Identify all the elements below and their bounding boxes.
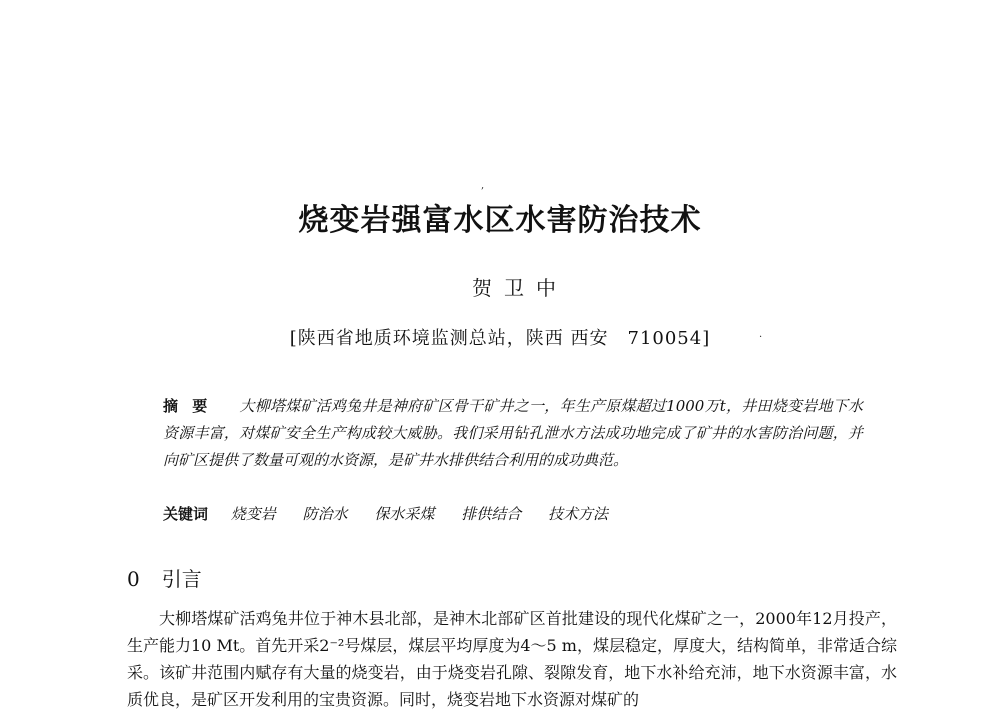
keyword: 排供结合 (461, 505, 522, 523)
section-title: 引言 (161, 567, 202, 591)
paper-author: 贺卫中 (472, 276, 568, 300)
paper-title: 烧变岩强富水区水害防治技术 (298, 203, 702, 238)
keyword: 技术方法 (547, 505, 608, 523)
paper-affiliation: [陕西省地质环境监测总站，陕西 西安 710054] (289, 328, 711, 349)
keywords-block (163, 501, 863, 528)
section-number: 0 (127, 567, 140, 591)
section-heading (127, 563, 202, 592)
keywords-label: 关键词 (163, 505, 209, 523)
keyword: 保水采煤 (374, 505, 435, 523)
stray-mark-top: , (481, 180, 485, 191)
keyword: 烧变岩 (230, 505, 276, 523)
abstract-text: 大柳塔煤矿活鸡兔井是神府矿区骨干矿井之一，年生产原煤超过1000万t，井田烧变岩地下水资源丰富，对煤矿安全生产构成较大威胁。我们采用钻孔泄水方法成功地完成了矿井的水害防治问题，并向矿区提供了数量可观的水资源，是矿井水排供结合利用的成功典范。 (163, 397, 863, 469)
body-paragraph: 大柳塔煤矿活鸡兔井位于神木县北部，是神木北部矿区首批建设的现代化煤矿之一，2000年12月投产，生产能力10 Mt。首先开采2⁻²号煤层，煤层平均厚度为4～5 m，煤层稳定，厚度大，结构简单，非常适合综采。该矿井范围内赋存有大量的烧变岩，由于烧变岩孔隙、裂隙发育，地下水补给充沛，地下水资源丰富，水质优良，是矿区开发利用的宝贵资源。同时，烧变岩地下水资源对煤矿的 (127, 609, 897, 709)
abstract-block (163, 393, 863, 474)
abstract-label: 摘要 (163, 397, 222, 415)
keyword: 防治水 (302, 505, 348, 523)
stray-mark-right: · (759, 332, 763, 343)
